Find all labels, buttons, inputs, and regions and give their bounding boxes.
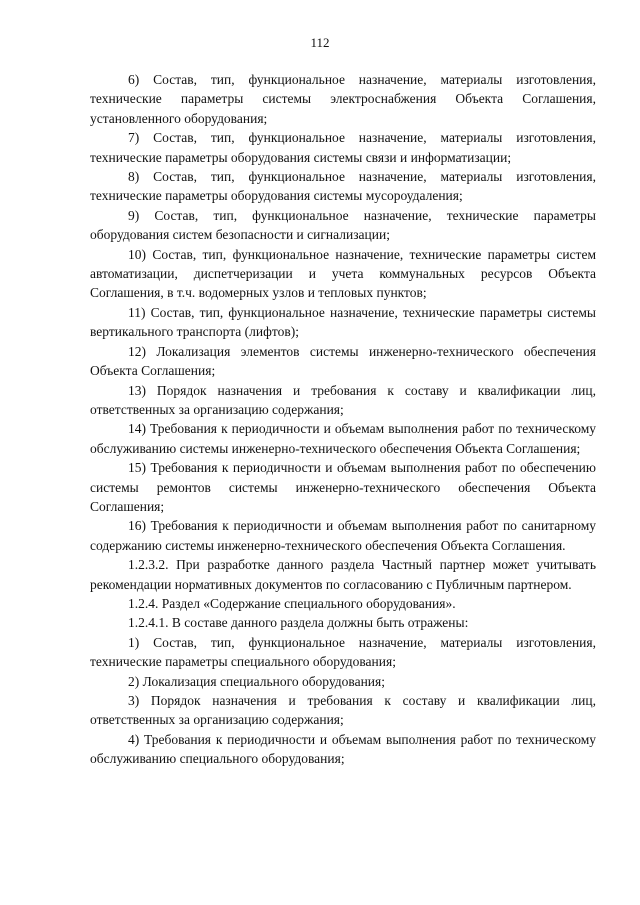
- paragraph-item-14: 14) Требования к периодичности и объемам выполнения работ по техническому обслуживанию системы инженерно-технического обеспечения Объекта Соглашения;: [90, 421, 596, 456]
- document-body: [90, 70, 596, 769]
- paragraph-item-10: 10) Состав, тип, функциональное назначение, технические параметры систем автоматизации, диспетчеризации и учета коммунальных ресурсов Объекта Соглашения, в т.ч. водомерных узлов и тепловых пунктов;: [90, 246, 596, 301]
- paragraph-item-13: 13) Порядок назначения и требования к составу и квалификации лиц, ответственных за организацию содержания;: [90, 382, 596, 417]
- paragraph-item-11: 11) Состав, тип, функциональное назначение, технические параметры системы вертикального транспорта (лифтов);: [90, 304, 596, 340]
- paragraph-clause-1-2-4-1: 1.2.4.1. В составе данного раздела должны быть отражены:: [128, 615, 469, 631]
- paragraph-item-7: 7) Состав, тип, функциональное назначение, материалы изготовления, технические параметры оборудования системы связи и информатизации;: [90, 130, 596, 165]
- paragraph-item-12: 12) Локализация элементов системы инженерно-технического обеспечения Объекта Соглашения;: [90, 343, 596, 379]
- paragraph-item-8: 8) Состав, тип, функциональное назначение, материалы изготовления, технические параметры оборудования системы мусороудаления;: [90, 169, 596, 204]
- section-heading-1-2-4: 1.2.4. Раздел «Содержание специального оборудования».: [128, 595, 456, 611]
- paragraph-special-item-4: 4) Требования к периодичности и объемам выполнения работ по техническому обслуживанию специального оборудования;: [90, 731, 596, 767]
- paragraph-clause-1-2-3-2: 1.2.3.2. При разработке данного раздела Частный партнер может учитывать рекомендации нормативных документов по согласованию с Публичным партнером.: [90, 557, 596, 592]
- page-number: 112: [310, 35, 330, 50]
- paragraph-item-9: 9) Состав, тип, функциональное назначение, технические параметры оборудования систем безопасности и сигнализации;: [90, 207, 596, 243]
- paragraph-special-item-1: 1) Состав, тип, функциональное назначение, материалы изготовления, технические параметры специального оборудования;: [90, 634, 596, 670]
- paragraph-item-6: 6) Состав, тип, функциональное назначение, материалы изготовления, технические параметры системы электроснабжения Объекта Соглашения, установленного оборудования;: [90, 72, 596, 126]
- paragraph-item-16: 16) Требования к периодичности и объемам выполнения работ по санитарному содержанию системы инженерно-технического обеспечения Объекта Соглашения.: [90, 518, 596, 553]
- paragraph-special-item-3: 3) Порядок назначения и требования к составу и квалификации лиц, ответственных за организацию содержания;: [90, 693, 596, 728]
- paragraph-special-item-2: 2) Локализация специального оборудования;: [128, 673, 385, 689]
- paragraph-item-15: 15) Требования к периодичности и объемам выполнения работ по обеспечению системы ремонтов системы инженерно-технического обеспечения Объекта Соглашения;: [90, 460, 596, 514]
